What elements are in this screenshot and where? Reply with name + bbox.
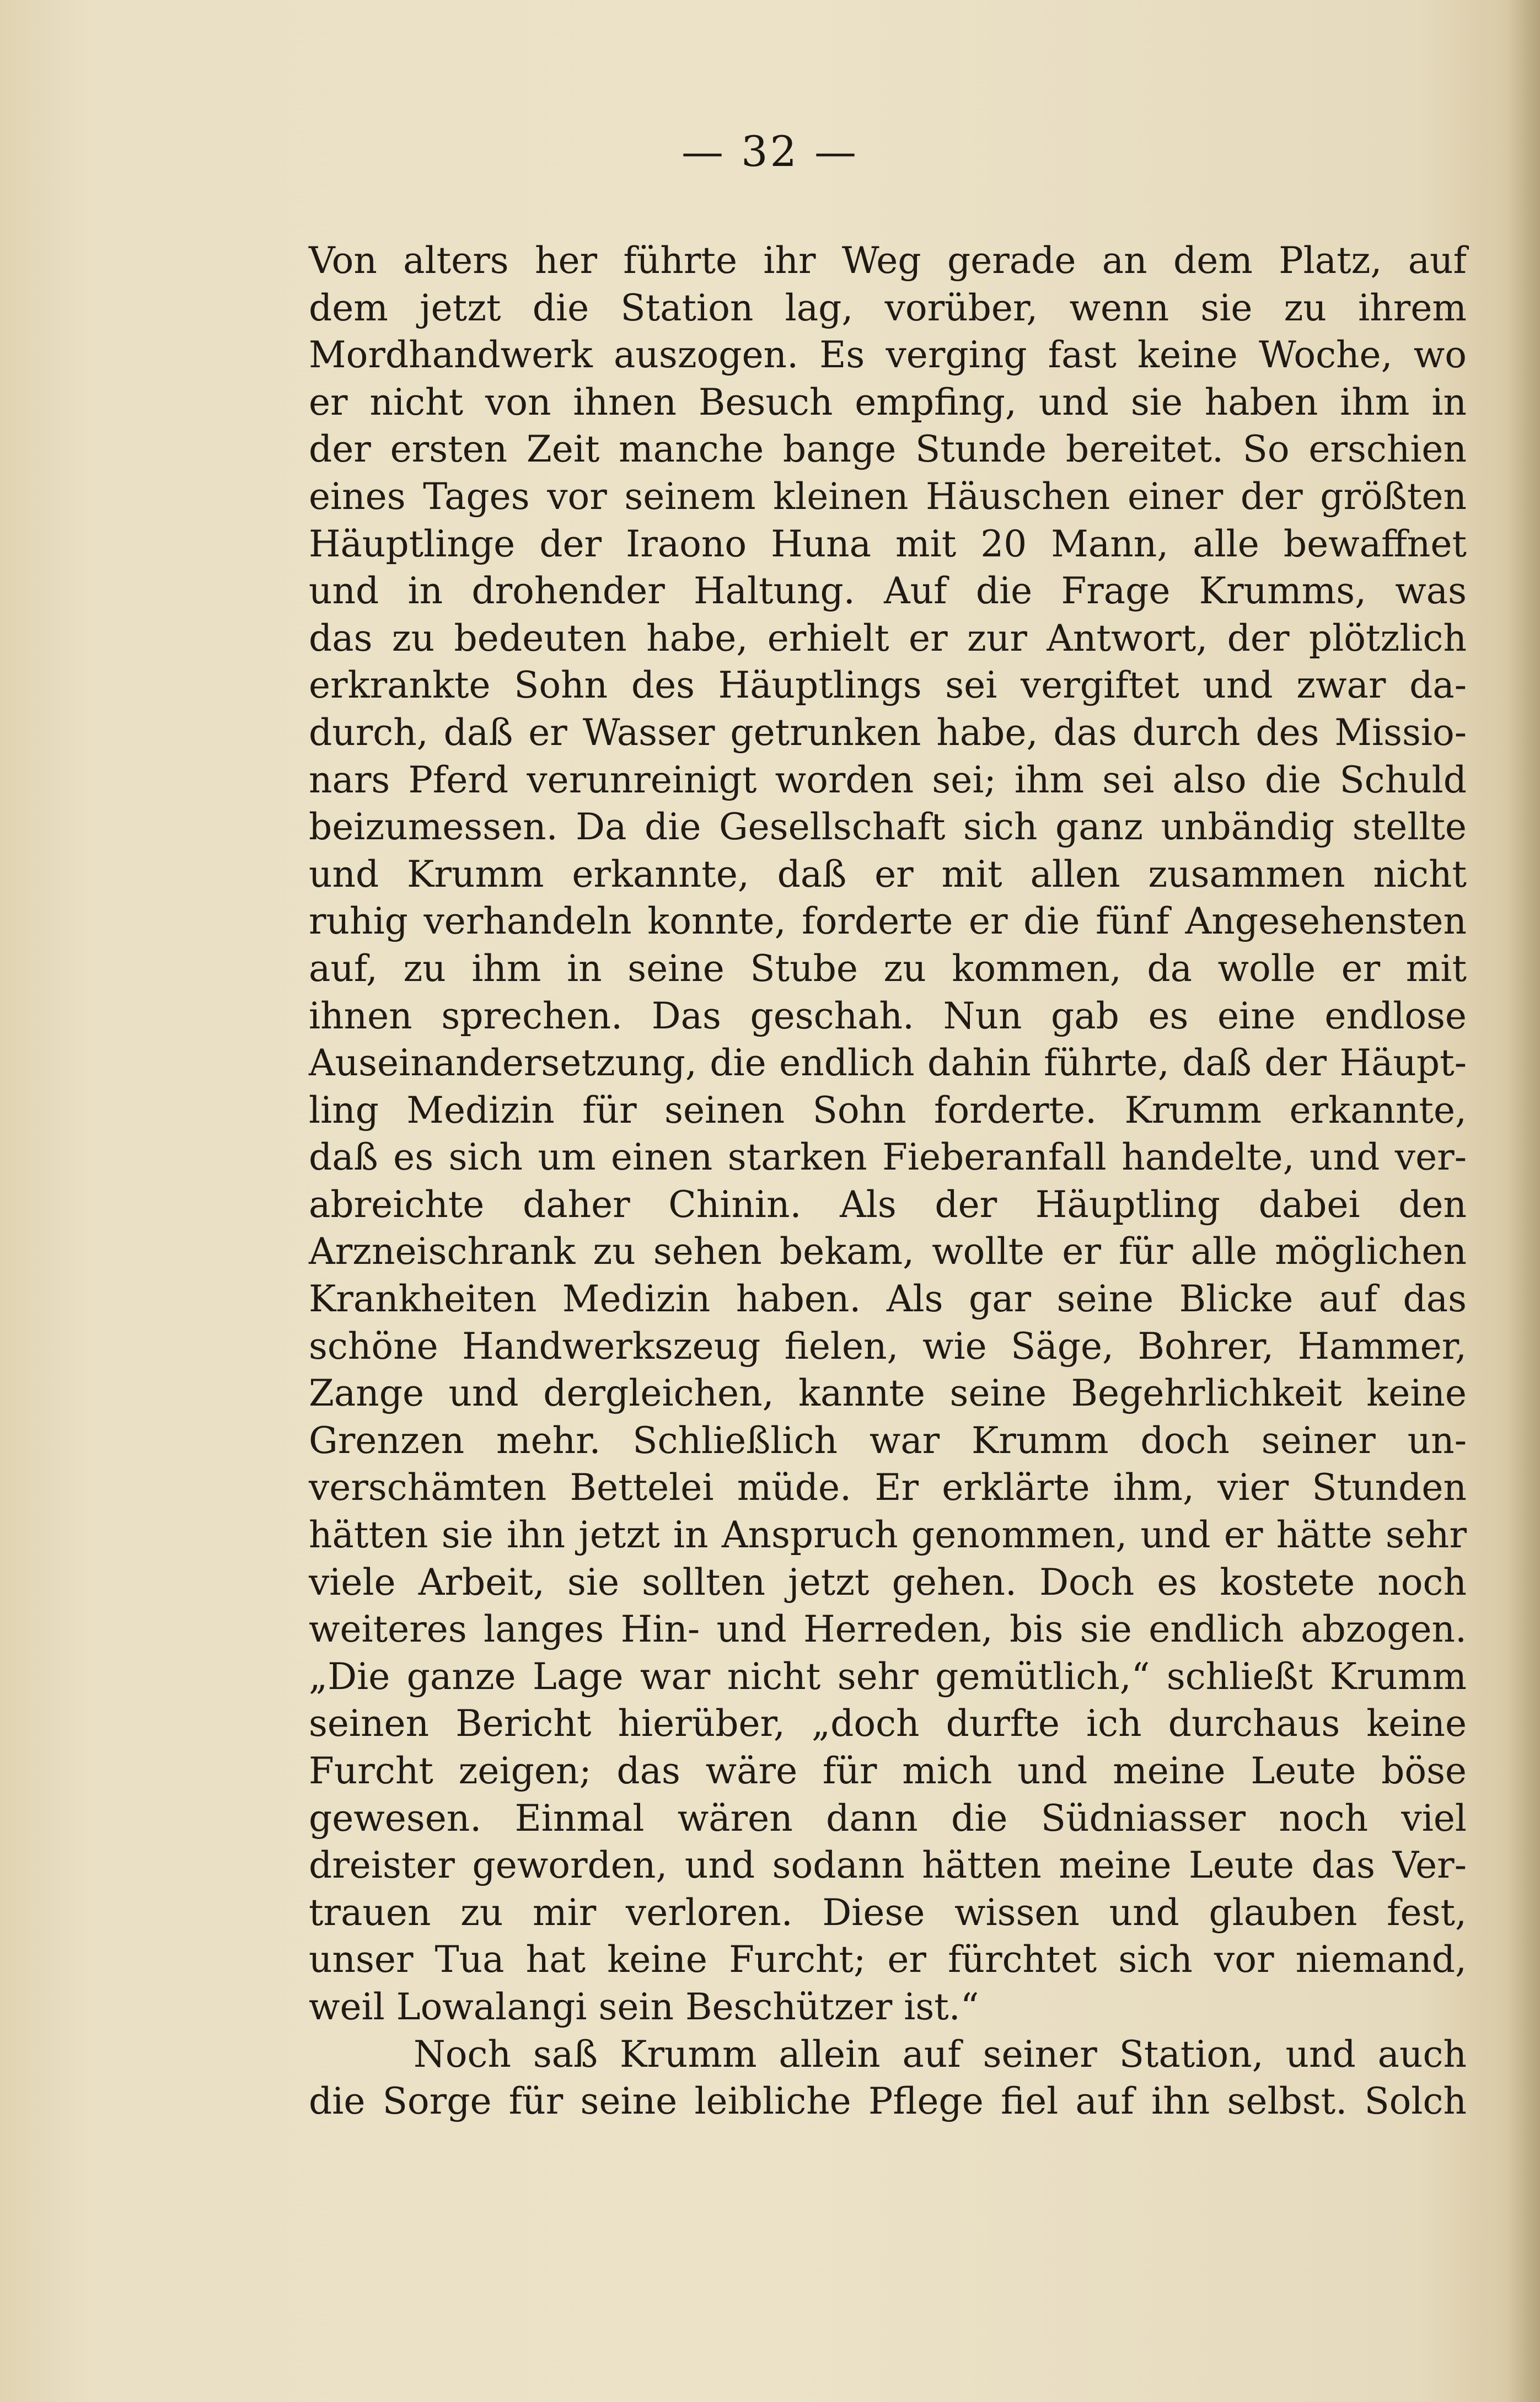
text-line: auf, zu ihm in seine Stube zu kommen, da wolle er mit [309,947,1467,990]
text-line: viele Arbeit, sie sollten jetzt gehen. Doch es kostete noch [309,1561,1467,1604]
text-line: Von alters her führte ihr Weg gerade an dem Platz, auf [309,239,1467,282]
text-line: Furcht zeigen; das wäre für mich und meine Leute böse [309,1750,1467,1792]
text-line: das zu bedeuten habe, erhielt er zur Antwort, der plötzlich [309,616,1467,660]
text-line: hätten sie ihn jetzt in Anspruch genommen, und er hätte sehr [309,1514,1467,1557]
text-line: und in drohender Haltung. Auf die Frage Krumms, was [309,570,1467,613]
text-line: nars Pferd verunreinigt worden sei; ihm sei also die Schuld [309,758,1467,801]
text-line: er nicht von ihnen Besuch empfing, und sie haben ihm in [309,380,1467,423]
text-line: gewesen. Einmal wären dann die Südniasser noch viel [309,1797,1467,1840]
text-line: ling Medizin für seinen Sohn forderte. Krumm erkannte, [309,1089,1467,1132]
text-line: verschämten Bettelei müde. Er erklärte ihm, vier Stunden [309,1466,1467,1509]
text-line: trauen zu mir verloren. Diese wissen und glauben fest, [309,1891,1467,1934]
text-line: dem jetzt die Station lag, vorüber, wenn sie zu ihrem [309,286,1467,329]
text-line: und Krumm erkannte, daß er mit allen zusammen nicht [309,853,1467,896]
text-line: dreister geworden, und sodann hätten meine Leute das Ver- [309,1844,1467,1887]
text-line: Arzneischrank zu sehen bekam, wollte er für alle möglichen [309,1230,1467,1273]
text-line: „Die ganze Lage war nicht sehr gemütlich,“ schließt Krumm [309,1655,1467,1698]
text-line: eines Tages vor seinem kleinen Häuschen einer der größten [309,475,1467,518]
text-line: schöne Handwerkszeug fielen, wie Säge, Bohrer, Hammer, [309,1325,1467,1368]
page-number: — 32 — [681,127,859,176]
text-line: Grenzen mehr. Schließlich war Krumm doch seiner un- [309,1419,1467,1462]
text-line: Mordhandwerk auszogen. Es verging fast keine Woche, wo [309,334,1467,377]
text-line: beizumessen. Da die Gesellschaft sich ganz unbändig stellte [309,806,1467,849]
body-text [309,237,1467,2125]
text-line: weiteres langes Hin- und Herreden, bis sie endlich abzogen. [309,1608,1467,1651]
text-line: Krankheiten Medizin haben. Als gar seine Blicke auf das [309,1278,1467,1321]
text-line: Häuptlinge der Iraono Huna mit 20 Mann, alle bewaffnet [309,522,1467,565]
text-line: ruhig verhandeln konnte, forderte er die fünf Angesehensten [309,900,1467,943]
text-line: Zange und dergleichen, kannte seine Begehrlichkeit keine [309,1372,1467,1415]
page-edge-shadow [1507,0,1540,2402]
text-line: weil Lowalangi sein Beschützer ist.“ [309,1985,979,2028]
text-line: abreichte daher Chinin. Als der Häuptling dabei den [309,1183,1467,1226]
text-line: Auseinandersetzung, die endlich dahin führte, daß der Häupt- [309,1042,1467,1085]
text-line: die Sorge für seine leibliche Pflege fiel auf ihn selbst. Solch [309,2080,1467,2123]
text-line: durch, daß er Wasser getrunken habe, das durch des Missio- [309,711,1467,754]
text-line: Noch saß Krumm allein auf seiner Station, und auch [414,2033,1467,2076]
text-line: ihnen sprechen. Das geschah. Nun gab es eine endlose [309,994,1467,1037]
text-line: daß es sich um einen starken Fieberanfall handelte, und ver- [309,1136,1467,1179]
text-line: unser Tua hat keine Furcht; er fürchtet sich vor niemand, [309,1938,1467,1981]
text-line: der ersten Zeit manche bange Stunde bereitet. So erschien [309,428,1467,471]
text-line: erkrankte Sohn des Häuptlings sei vergiftet und zwar da- [309,664,1467,707]
text-line: seinen Bericht hierüber, „doch durfte ich durchaus keine [309,1702,1467,1745]
